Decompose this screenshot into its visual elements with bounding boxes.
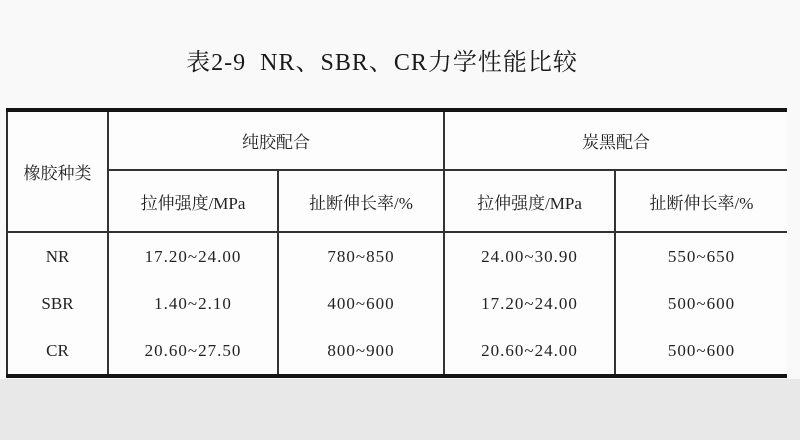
row-label-nr: NR: [7, 232, 108, 280]
page-background-bottom-band: [0, 379, 800, 440]
cell-nr-carbon-tensile: 24.00~30.90: [444, 232, 615, 280]
cell-sbr-pure-tensile: 1.40~2.10: [108, 280, 278, 328]
cell-cr-pure-tensile: 20.60~27.50: [108, 328, 278, 376]
cell-cr-pure-elongation: 800~900: [278, 328, 444, 376]
cell-nr-carbon-elongation: 550~650: [667, 246, 736, 266]
column-header-carbon-elongation: 扯断伸长率/%: [615, 170, 787, 232]
rubber-properties-table: [6, 108, 787, 378]
column-header-carbon-tensile-strength: 拉伸强度/MPa: [444, 170, 615, 232]
table-row-nr: [7, 232, 787, 280]
corner-header-rubber-type: 橡胶种类: [7, 110, 108, 232]
row-label-cr: CR: [7, 328, 108, 376]
cell-sbr-pure-elongation: 400~600: [278, 280, 444, 328]
column-header-pure-tensile-strength: 拉伸强度/MPa: [108, 170, 278, 232]
cell-sbr-carbon-tensile: 17.20~24.00: [444, 280, 615, 328]
group-header-carbon-black-compound: 炭黑配合: [444, 110, 787, 170]
column-header-pure-elongation: 扯断伸长率/%: [278, 170, 444, 232]
cell-sbr-carbon-elongation: 500~600: [667, 294, 736, 313]
cell-cr-carbon-elongation: 500~600: [667, 341, 736, 360]
cell-cr-carbon-tensile: 20.60~24.00: [444, 328, 615, 376]
row-label-sbr: SBR: [7, 280, 108, 328]
cell-nr-pure-elongation: 780~850: [278, 232, 444, 280]
group-header-row: [7, 110, 787, 170]
table-row-cr: [7, 328, 787, 376]
table-row-sbr: [7, 280, 787, 328]
sub-header-row: [7, 170, 787, 232]
table-title: 表2-9 NR、SBR、CR力学性能比较: [186, 50, 578, 76]
group-header-pure-gum-compound: 纯胶配合: [108, 110, 444, 170]
cell-nr-pure-tensile: 17.20~24.00: [108, 232, 278, 280]
